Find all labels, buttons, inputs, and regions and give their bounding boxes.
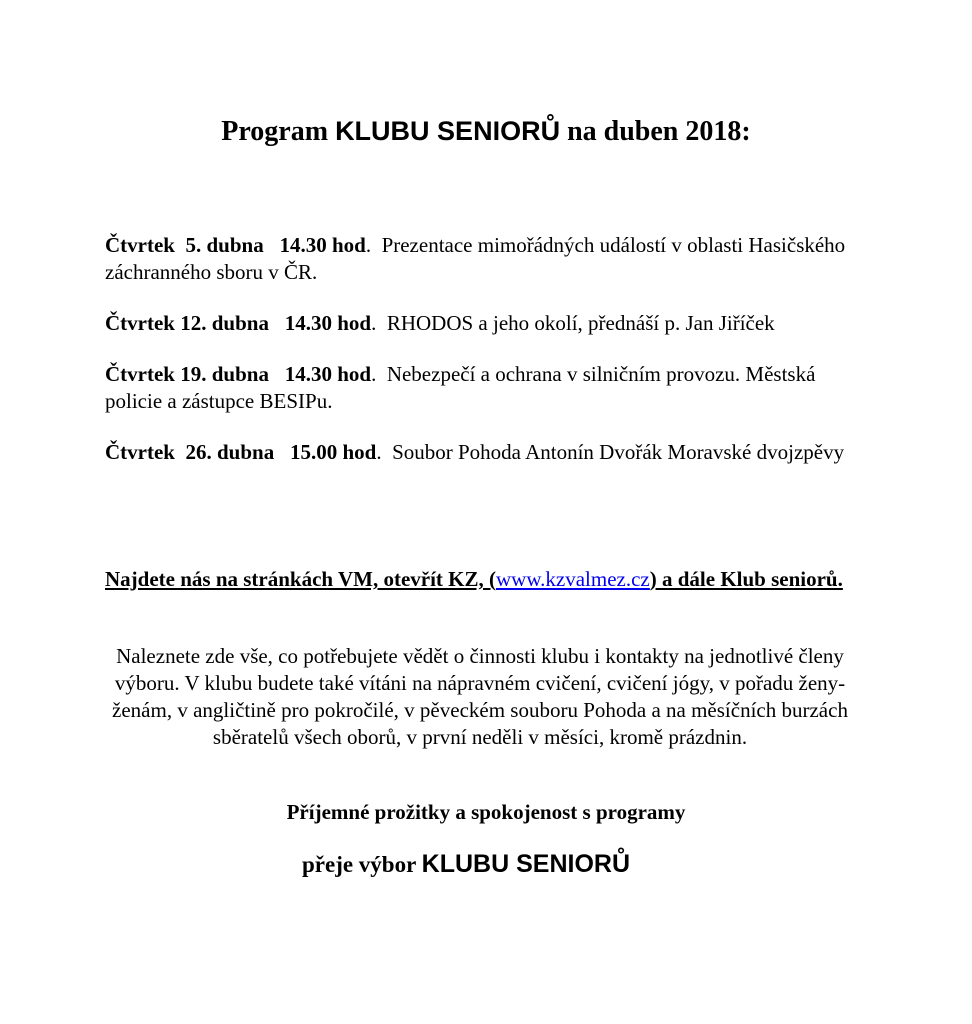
event-item: Čtvrtek 26. dubna 15.00 hod. Soubor Pohoda Antonín Dvořák Moravské dvojzpěvy [105, 440, 845, 464]
event-description: Soubor Pohoda Antonín Dvořák Moravské dvojzpěvy [392, 440, 845, 464]
event-date: 5. dubna [185, 233, 264, 257]
event-item: Čtvrtek 12. dubna 14.30 hod. RHODOS a jeho okolí, přednáší p. Jan Jiříček [105, 311, 775, 335]
event-item: Čtvrtek 19. dubna 14.30 hod. Nebezpečí a ochrana v silničním provozu. Městská policie a zástupce BESIPu. [105, 362, 816, 413]
title-club-name: KLUBU SENIORŮ [335, 116, 561, 146]
event-list [105, 232, 875, 490]
event-day: Čtvrtek [105, 440, 175, 464]
event-time: 15.00 hod [289, 440, 377, 464]
event-date: 26. dubna [185, 440, 275, 464]
event-time: 14.30 hod [279, 233, 366, 257]
event-day: Čtvrtek [105, 311, 175, 335]
event-description: Prezentace mimořádných událostí v oblasti Hasičského záchranného sboru v ČR. [105, 233, 846, 284]
event-day: Čtvrtek [105, 362, 175, 386]
event-day: Čtvrtek [105, 233, 175, 257]
find-us-text-end: ) a dále Klub seniorů. [649, 567, 843, 591]
signature-club-name: KLUBU SENIORŮ [421, 850, 630, 878]
closing-wish: Příjemné prožitky a spokojenost s programy [286, 800, 686, 824]
page-title [0, 116, 972, 148]
website-link[interactable]: www.kzvalmez.cz [496, 567, 650, 591]
event-description: Nebezpečí a ochrana v silničním provozu. Městská policie a zástupce BESIPu. [105, 362, 816, 413]
event-time: 14.30 hod [284, 362, 372, 386]
event-time: 14.30 hod [284, 311, 372, 335]
find-us-text: Najdete nás na stránkách VM, otevřít KZ, ( [105, 567, 497, 591]
event-item: Čtvrtek 5. dubna 14.30 hod. Prezentace mimořádných událostí v oblasti Hasičského záchranného sboru v ČR. [105, 233, 846, 284]
find-us-note [105, 566, 865, 592]
signature-prefix: přeje výbor [301, 852, 422, 877]
signature [0, 850, 932, 879]
title-suffix: na duben 2018: [560, 116, 751, 147]
club-description: Naleznete zde vše, co potřebujete vědět o činnosti klubu i kontakty na jednotlivé členy výboru. V klubu budete také vítáni na nápravném cvičení, cvičení jógy, v pořadu ženy-ženám, v angličtině pro pokročilé, v pěveckém souboru Pohoda a na měsíčních burzách sběratelů všech oborů, v první neděli v měsíci, kromě prázdnin. [112, 644, 848, 749]
title-prefix: Program [221, 116, 336, 147]
event-description: RHODOS a jeho okolí, přednáší p. Jan Jiříček [386, 311, 775, 335]
event-date: 12. dubna [180, 311, 269, 335]
event-date: 19. dubna [180, 362, 269, 386]
